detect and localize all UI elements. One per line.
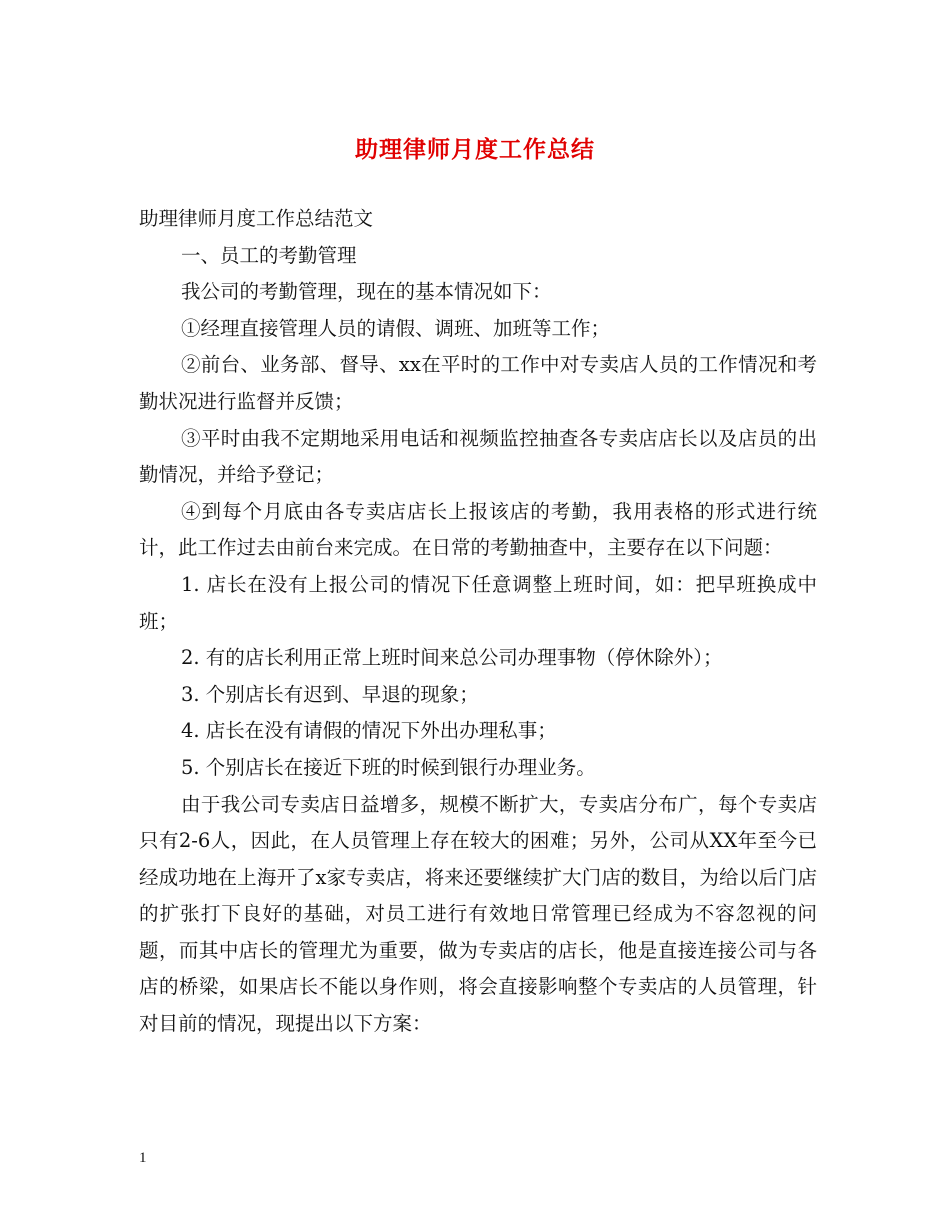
document-body — [139, 201, 817, 1043]
paragraph-item-3: ③平时由我不定期地采用电话和视频监控抽查各专卖店店长以及店员的出勤情况，并给予登记； — [139, 426, 817, 487]
problem-item-2: 2. 有的店长利用正常上班时间来总公司办理事物（停休除外）； — [181, 646, 723, 670]
paragraph-item-4: ④到每个月底由各专卖店店长上报该店的考勤，我用表格的形式进行统计，此工作过去由前台来完成。在日常的考勤抽查中，主要存在以下问题： — [139, 499, 817, 560]
page-number: 1 — [139, 1150, 147, 1166]
document-subtitle: 助理律师月度工作总结范文 — [139, 207, 374, 230]
paragraph-item-2: ②前台、业务部、督导、xx在平时的工作中对专卖店人员的工作情况和考勤状况进行监督并反馈； — [139, 353, 817, 413]
document-title: 助理律师月度工作总结 — [355, 136, 595, 163]
problem-item-1: 1. 店长在没有上报公司的情况下任意调整上班时间，如：把早班换成中班； — [139, 572, 817, 633]
paragraph-item-1: ①经理直接管理人员的请假、调班、加班等工作； — [181, 316, 611, 340]
paragraph-intro: 我公司的考勤管理，现在的基本情况如下： — [181, 280, 552, 304]
problem-item-5: 5. 个别店长在接近下班的时候到银行办理业务。 — [181, 755, 596, 779]
problem-item-3: 3. 个别店长有迟到、早退的现象； — [181, 682, 479, 706]
problem-item-4: 4. 店长在没有请假的情况下外出办理私事； — [181, 719, 557, 743]
section-heading: 一、员工的考勤管理 — [181, 243, 357, 267]
paragraph-conclusion: 由于我公司专卖店日益增多，规模不断扩大，专卖店分布广，每个专卖店只有2-6人，因此，在人员管理上存在较大的困难；另外，公司从XX年至今已经成功地在上海开了x家专卖店，将来还要继续扩大门店的数目，为给以后门店的扩张打下良好的基础，对员工进行有效地日常管理已经成为不容忽视的问题，而其中店长的管理尤为重要，做为专卖店的店长，他是直接连接公司与各店的桥梁，如果店长不能以身作则，将会直接影响整个专卖店的人员管理，针对目前的情况，现提出以下方案： — [139, 792, 817, 1036]
